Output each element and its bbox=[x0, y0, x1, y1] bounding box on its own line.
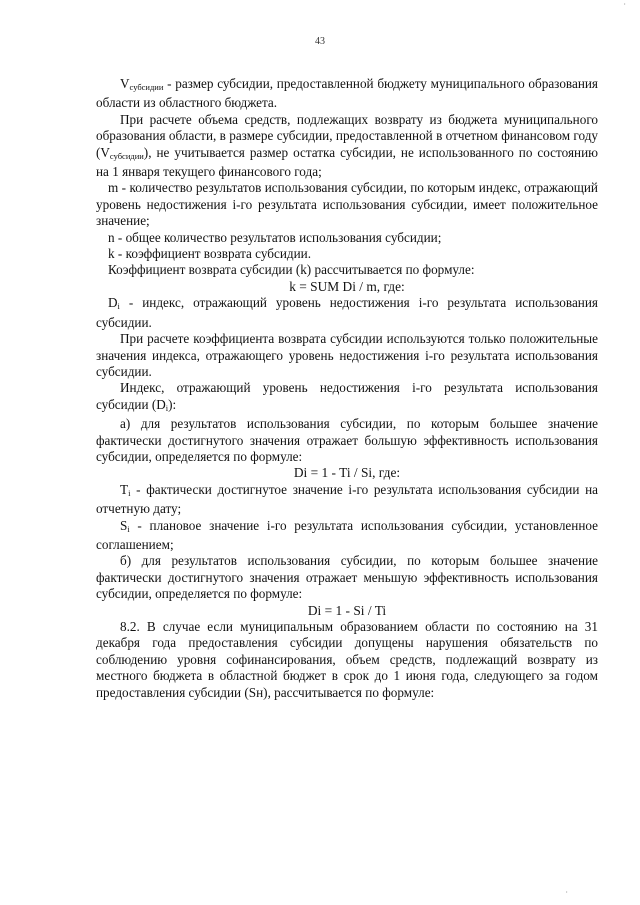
paragraph-n-definition: n - общее количество результатов использования субсидии; bbox=[108, 229, 442, 245]
page-number: 43 bbox=[315, 36, 325, 47]
formula-di-b: Di = 1 - Si / Ti bbox=[307, 602, 387, 618]
symbol-d: D bbox=[108, 295, 118, 311]
paragraph-case-b: б) для результатов использования субсидии, по которым большее значение фактически достигнутого значения отражает меньшую эффективность использования субсидии, определяется по формуле: bbox=[96, 553, 598, 602]
subscript-subsidy: субсидии bbox=[129, 82, 164, 92]
paragraph-text: - фактически достигнутое значение i-го результата использования субсидии на отчетную дату; bbox=[96, 481, 598, 517]
paragraph-di-definition bbox=[96, 295, 598, 331]
paragraph-text: При расчете объема средств, подлежащих возврату из бюджета муниципального образования области, в размере субсидии, предоставленной в отчетном финансовом году (V bbox=[96, 111, 598, 160]
paragraph-k-definition: k - коэффициент возврата субсидии. bbox=[108, 246, 311, 262]
paragraph-text: - размер субсидии, предоставленной бюджету муниципального образования области из областного бюджета. bbox=[96, 76, 598, 111]
paragraph-calculation-note bbox=[96, 112, 598, 181]
paragraph-m-definition: m - количество результатов использования субсидии, по которым индекс, отражающий уровень недостижения i-го результата использования субсидии, имеет положительное значение; bbox=[96, 180, 598, 229]
subscript-subsidy: субсидии bbox=[109, 150, 144, 161]
paragraph-k-intro: Коэффициент возврата субсидии (k) рассчитывается по формуле: bbox=[108, 262, 475, 278]
paragraph-case-a: а) для результатов использования субсидии, по которым большее значение фактически достигнутого значения отражает большую эффективность использования субсидии, определяется по формуле: bbox=[96, 416, 598, 464]
paragraph-text: Индекс, отражающий уровень недостижения i-го результата использования субсидии (D bbox=[96, 380, 598, 412]
paragraph-section-8-2: 8.2. В случае если муниципальным образованием области по состоянию на 31 декабря года предоставления субсидии допущены нарушения обязательств по соблюдению уровня софинансирования, объем средств, подлежащий возврату из местного бюджета в областной бюджет в срок до 1 июня года, следующего за годом предоставления субсидии (Sн), рассчитывается по формуле: bbox=[96, 619, 598, 700]
page-body bbox=[96, 76, 598, 701]
formula-di-a: Di = 1 - Ti / Si, где: bbox=[293, 465, 401, 481]
paragraph-v-subsidy bbox=[96, 76, 598, 112]
paragraph-si-definition bbox=[96, 518, 598, 554]
scan-mark-bottom: · bbox=[565, 888, 568, 897]
subscript-i: i bbox=[165, 402, 169, 413]
paragraph-text: - индекс, отражающий уровень недостижения i-го результата использования субсидии. bbox=[96, 295, 598, 330]
symbol-t: T bbox=[120, 481, 129, 497]
subscript-i: i bbox=[128, 487, 131, 498]
symbol-s: S bbox=[120, 517, 128, 533]
subscript-i: i bbox=[117, 301, 120, 312]
paragraph-text: ): bbox=[168, 396, 177, 412]
paragraph-ti-definition bbox=[96, 482, 598, 518]
subscript-i: i bbox=[127, 523, 130, 534]
paragraph-positive-values: При расчете коэффициента возврата субсидии используются только положительные значения индекса, отражающего уровень недостижения i-го результата использования субсидии. bbox=[96, 331, 598, 379]
scan-mark-top: · bbox=[623, 0, 626, 9]
formula-k: k = SUM Di / m, где: bbox=[289, 278, 405, 294]
paragraph-index-intro bbox=[96, 380, 598, 416]
paragraph-text: ), не учитывается размер остатка субсидии, не использованного по состоянию на 1 января текущего финансового года; bbox=[96, 144, 598, 180]
symbol-v: V bbox=[120, 76, 130, 91]
paragraph-text: - плановое значение i-го результата использования субсидии, установленное соглашением; bbox=[96, 517, 598, 552]
